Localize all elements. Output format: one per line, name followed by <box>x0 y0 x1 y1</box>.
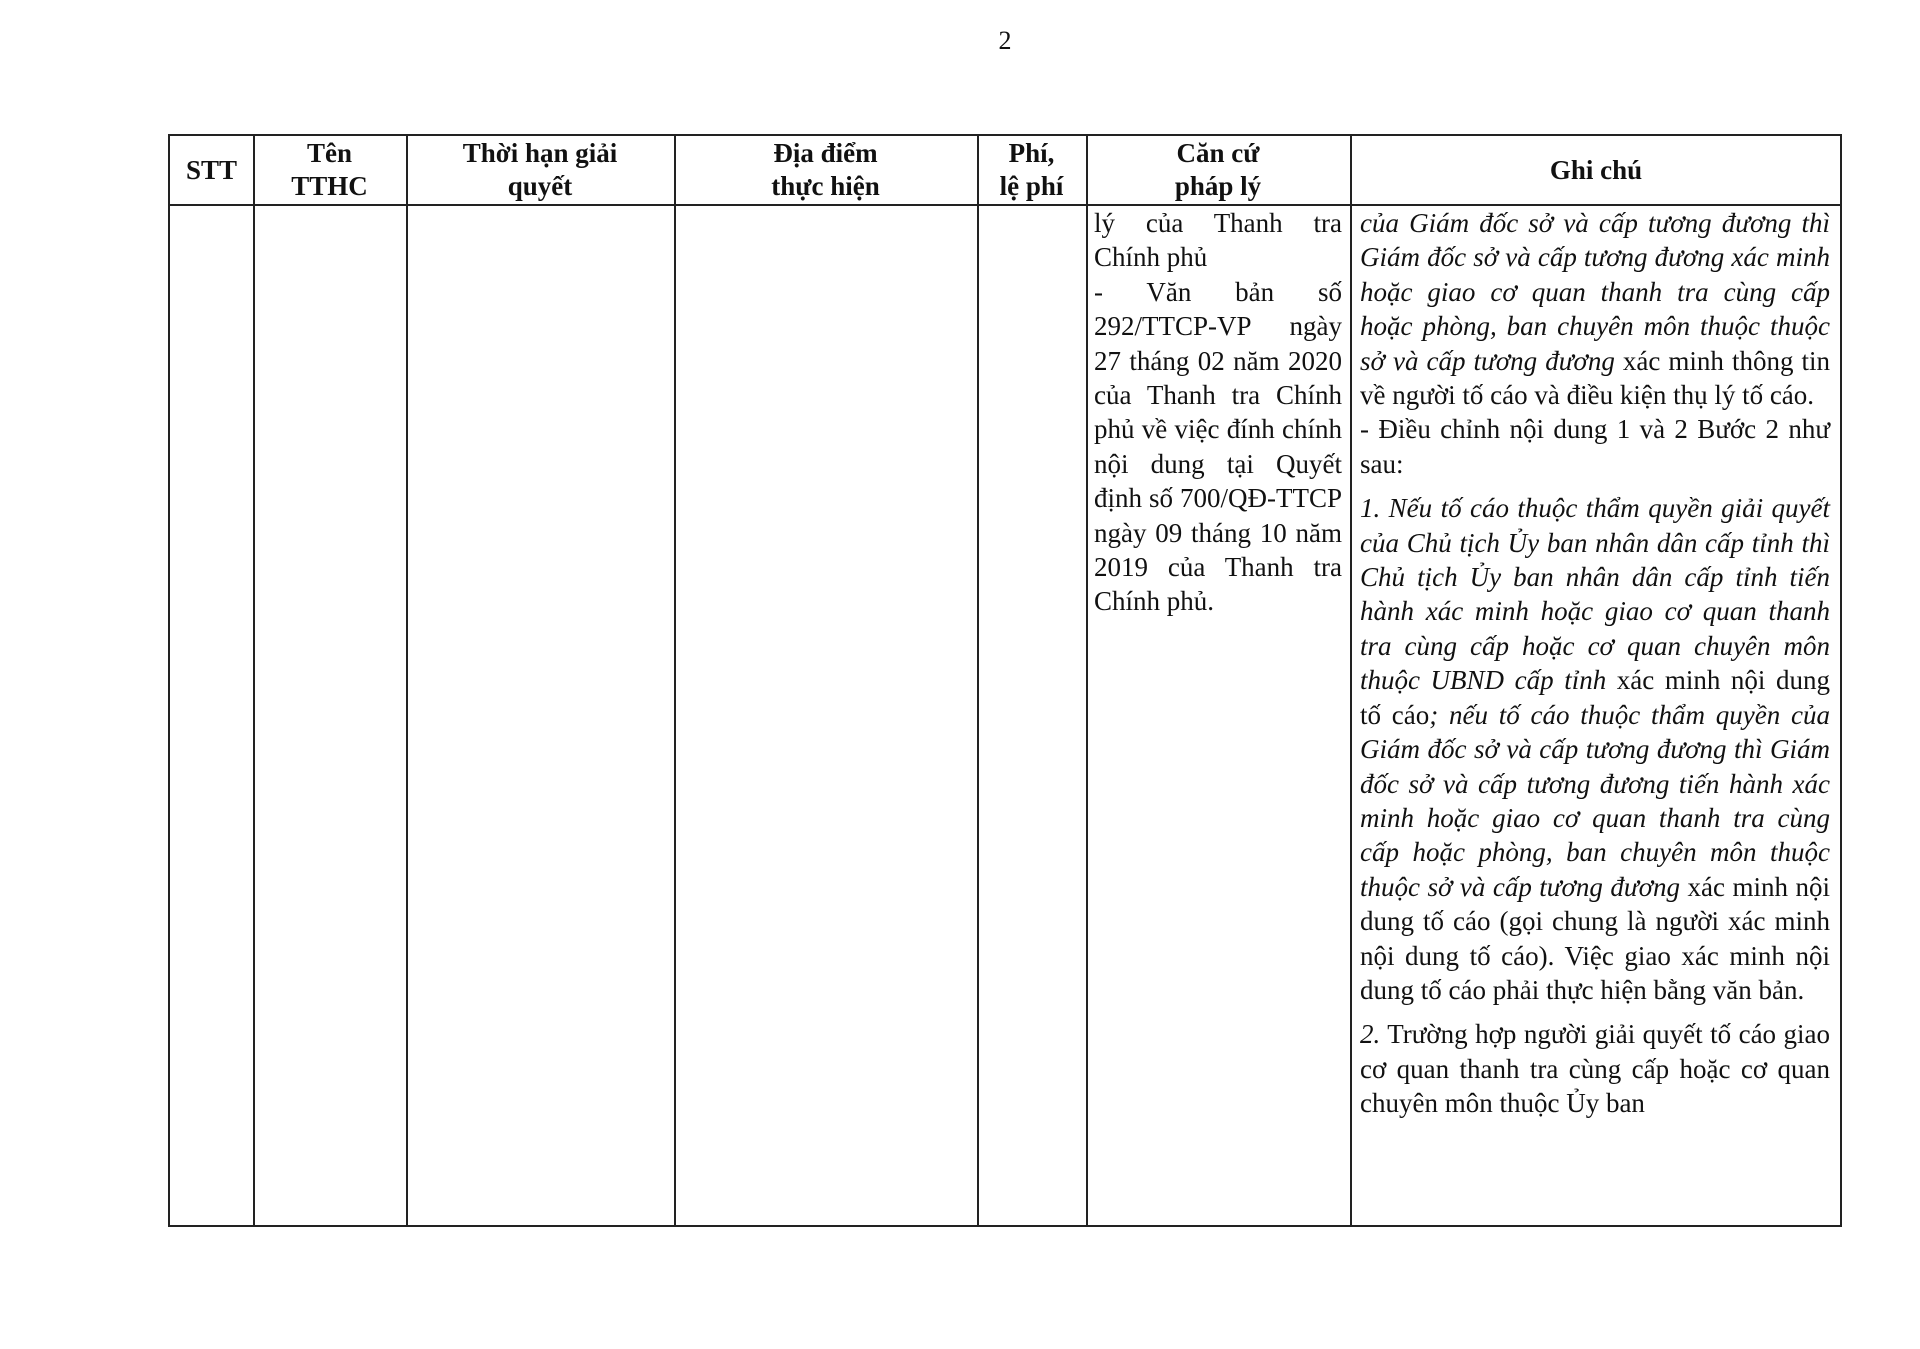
header-can-cu-line1: Căn cứ <box>1176 138 1260 168</box>
ghi-chu-paragraph-2: - Điều chỉnh nội dung 1 và 2 Bước 2 như sau: <box>1360 414 1830 479</box>
can-cu-line: - Văn bản số 292/TTCP-VP ngày 27 tháng 02 năm 2020 của Thanh tra Chính phủ về việc đính chính nội dung tại Quyết định số 700/QĐ-TTCP ngày 09 tháng 10 năm 2019 của Thanh tra Chính phủ. <box>1094 276 1342 617</box>
header-ghi-chu <box>1350 136 1842 204</box>
header-phi-line2: lệ phí <box>999 171 1064 201</box>
header-ten-line2: TTHC <box>291 171 368 201</box>
page-number: 2 <box>998 26 1012 55</box>
header-can-cu-line2: pháp lý <box>1174 171 1262 201</box>
header-ten-line1: Tên <box>306 138 352 168</box>
header-thoi-han-line1: Thời hạn giải <box>462 138 618 168</box>
column-divider <box>977 136 979 1225</box>
ghi-chu-italic-text: 1. Nếu tố cáo thuộc thẩm quyền giải quyết của Chủ tịch Ủy ban nhân dân cấp tỉnh thì Chủ tịch Ủy ban nhân dân cấp tỉnh tiến hành xác minh hoặc giao cơ quan thanh tra cùng cấp hoặc cơ quan chuyên môn thuộc UBND cấp tỉnh <box>1360 493 1830 696</box>
ghi-chu-text: xác minh thông tin về người tố cáo và điều kiện thụ lý tố cáo. <box>1360 345 1830 411</box>
header-dia-diem-line2: thực hiện <box>771 171 880 201</box>
header-ghi-chu-label: Ghi chú <box>1549 154 1643 185</box>
header-thoi-han <box>406 136 674 204</box>
header-ten-tthc <box>253 136 406 204</box>
header-dia-diem-line1: Địa điểm <box>773 138 878 168</box>
ghi-chu-paragraph-3 <box>1360 491 1830 1007</box>
ghi-chu-cell <box>1360 206 1830 1121</box>
header-dia-diem <box>674 136 977 204</box>
column-divider <box>406 136 408 1225</box>
column-divider <box>674 136 676 1225</box>
header-thoi-han-line2: quyết <box>507 171 573 201</box>
can-cu-phap-ly-cell <box>1094 206 1342 619</box>
procedure-table <box>168 134 1842 1227</box>
ghi-chu-italic-text: ; nếu tố cáo thuộc thẩm quyền của Giám đốc sở và cấp tương đương thì Giám đốc sở và cấp tương đương tiến hành xác minh hoặc giao cơ quan thanh tra cùng cấp hoặc phòng, ban chuyên môn thuộc thuộc sở và cấp tương đương <box>1360 699 1830 902</box>
header-stt <box>170 136 253 204</box>
header-can-cu <box>1086 136 1350 204</box>
column-divider <box>1086 136 1088 1225</box>
header-phi <box>977 136 1086 204</box>
ghi-chu-italic-text: 2. <box>1360 1019 1381 1050</box>
ghi-chu-text: xác minh nội dung tố cáo (gọi chung là người xác minh nội dung tố cáo). Việc giao xác minh nội dung tố cáo phải thực hiện bằng văn bản. <box>1360 871 1830 1005</box>
ghi-chu-paragraph-1 <box>1360 206 1830 412</box>
header-phi-line1: Phí, <box>1008 138 1055 168</box>
ghi-chu-italic-text: của Giám đốc sở và cấp tương đương thì Giám đốc sở và cấp tương đương xác minh hoặc giao cơ quan thanh tra cùng cấp hoặc phòng, ban chuyên môn thuộc thuộc sở và cấp tương đương <box>1360 208 1830 376</box>
ghi-chu-text: xác minh nội dung tố cáo <box>1360 665 1830 730</box>
header-stt-label: STT <box>185 154 238 185</box>
can-cu-line: lý của Thanh tra Chính phủ <box>1094 208 1342 273</box>
ghi-chu-text: Trường hợp người giải quyết tố cáo giao cơ quan thanh tra cùng cấp hoặc cơ quan chuyên môn thuộc Ủy ban <box>1360 1019 1830 1119</box>
column-divider <box>253 136 255 1225</box>
column-divider <box>1350 136 1352 1225</box>
ghi-chu-paragraph-4 <box>1360 1017 1830 1120</box>
